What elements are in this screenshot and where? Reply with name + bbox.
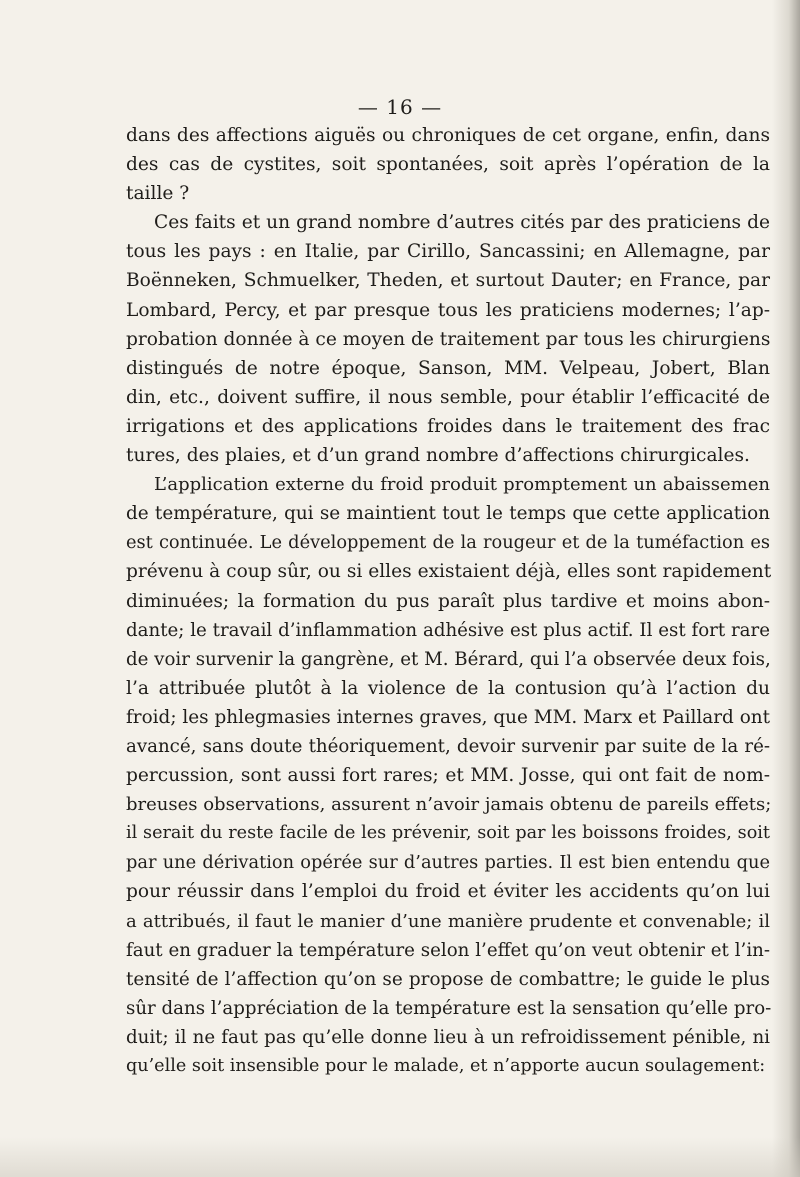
text-line: prévenu à coup sûr, ou si elles existaient déjà, elles sont rapidement	[126, 561, 772, 583]
text-line: distingués de notre époque, Sanson, MM. Velpeau, Jobert, Blan	[126, 357, 770, 379]
text-line: Boënneken, Schmuelker, Theden, et surtout Dauter; en France, par	[126, 270, 770, 292]
text-line: qu’elle soit insensible pour le malade, et n’apporte aucun soulagement:	[126, 1056, 766, 1076]
text-line: probation donnée à ce moyen de traitement par tous les chirurgiens	[126, 328, 771, 350]
page-number-header: — 16 —	[357, 95, 443, 119]
text-line: est continuée. Le développement de la rougeur et de la tuméfaction es	[126, 532, 770, 554]
text-line: tensité de l’affection qu’on se propose de combattre; le guide le plus	[126, 968, 770, 990]
text-line: de voir survenir la gangrène, et M. Bérard, qui l’a observée deux fois,	[126, 648, 771, 670]
page-edge-shadow	[772, 0, 800, 1177]
text-line: Ces faits et un grand nombre d’autres cités par des praticiens de	[154, 212, 770, 234]
text-line: sûr dans l’appréciation de la température est la sensation qu’elle pro-	[126, 997, 772, 1019]
body-text	[126, 121, 770, 1081]
text-line: de température, qui se maintient tout le temps que cette application	[126, 503, 770, 525]
text-line: irrigations et des applications froides dans le traitement des frac	[126, 415, 770, 437]
text-line: L’application externe du froid produit promptement un abaissemen	[154, 474, 770, 496]
text-line: des cas de cystites, soit spontanées, soit après l’opération de la	[126, 154, 770, 176]
page-bottom-shadow	[0, 1137, 800, 1177]
text-line: diminuées; la formation du pus paraît plus tardive et moins abon-	[126, 590, 770, 612]
text-line: taille ?	[126, 183, 190, 205]
text-line: duit; il ne faut pas qu’elle donne lieu à un refroidissement pénible, ni	[126, 1026, 770, 1048]
text-line: avancé, sans doute théoriquement, devoir survenir par suite de la ré-	[126, 735, 770, 757]
text-line: il serait du reste facile de les prévenir, soit par les boissons froides, soit	[126, 823, 770, 844]
text-line: dante; le travail d’inflammation adhésive est plus actif. Il est fort rare	[126, 619, 770, 641]
text-line: pour réussir dans l’emploi du froid et éviter les accidents qu’on lui	[126, 881, 770, 903]
text-line: par une dérivation opérée sur d’autres parties. Il est bien entendu que	[126, 852, 770, 874]
text-line: breuses observations, assurent n’avoir jamais obtenu de pareils effets;	[126, 794, 772, 816]
text-line: a attribués, il faut le manier d’une manière prudente et convenable; il	[126, 910, 770, 932]
text-line: din, etc., doivent suffire, il nous semble, pour établir l’efficacité de	[126, 386, 770, 408]
text-line: faut en graduer la température selon l’effet qu’on veut obtenir et l’in-	[126, 939, 770, 961]
text-line: l’a attribuée plutôt à la violence de la contusion qu’à l’action du	[126, 677, 770, 699]
text-line: tures, des plaies, et d’un grand nombre d’affections chirurgicales.	[126, 445, 750, 467]
text-line: tous les pays : en Italie, par Cirillo, Sancassini; en Allemagne, par	[126, 241, 770, 263]
text-line: froid; les phlegmasies internes graves, que MM. Marx et Paillard ont	[126, 706, 770, 728]
text-line: percussion, sont aussi fort rares; et MM. Josse, qui ont fait de nom-	[126, 765, 770, 787]
text-line: Lombard, Percy, et par presque tous les praticiens modernes; l’ap-	[126, 299, 770, 321]
text-line: dans des affections aiguës ou chroniques de cet organe, enfin, dans	[126, 125, 770, 146]
